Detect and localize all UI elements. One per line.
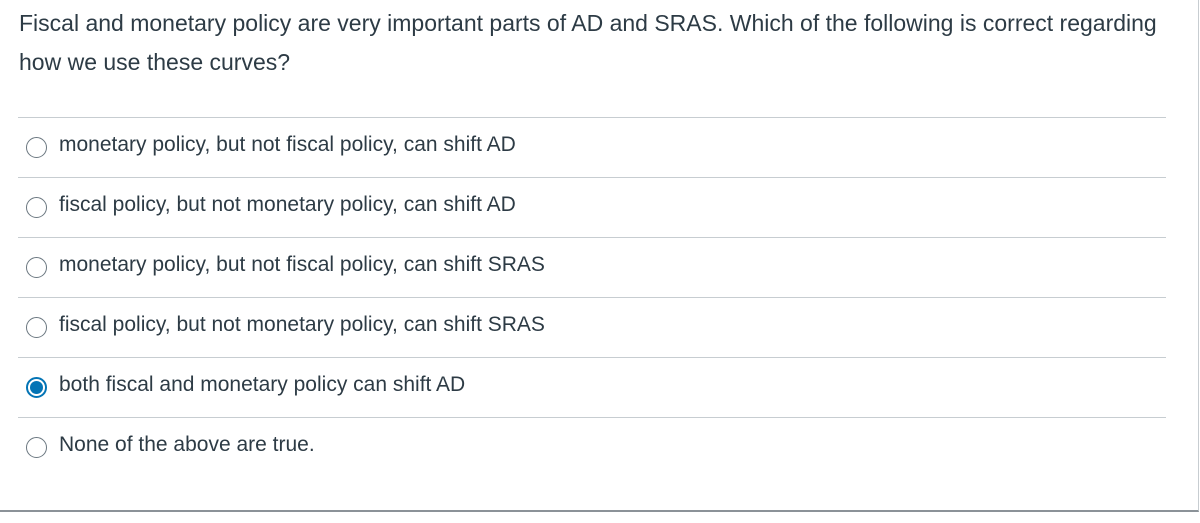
radio-unchecked-icon[interactable]	[26, 257, 47, 278]
answer-label: monetary policy, but not fiscal policy, can shift AD	[59, 132, 516, 156]
answer-option-1[interactable]	[18, 117, 1166, 177]
answer-label: None of the above are true.	[59, 432, 315, 456]
radio-unchecked-icon[interactable]	[26, 137, 47, 158]
answer-option-4[interactable]	[18, 297, 1166, 357]
radio-unchecked-icon[interactable]	[26, 197, 47, 218]
question-text: Fiscal and monetary policy are very important parts of AD and SRAS. Which of the following is correct regarding how we use these curves?	[19, 10, 1157, 75]
answer-label: monetary policy, but not fiscal policy, can shift SRAS	[59, 252, 545, 276]
answer-list	[18, 117, 1166, 477]
answer-label: fiscal policy, but not monetary policy, can shift SRAS	[59, 312, 545, 336]
answer-option-6[interactable]	[18, 417, 1166, 477]
answer-option-5[interactable]	[18, 357, 1166, 417]
answer-option-3[interactable]	[18, 237, 1166, 297]
answer-label: fiscal policy, but not monetary policy, can shift AD	[59, 192, 516, 216]
radio-unchecked-icon[interactable]	[26, 437, 47, 458]
answer-label: both fiscal and monetary policy can shift AD	[59, 372, 466, 396]
radio-unchecked-icon[interactable]	[26, 317, 47, 338]
radio-checked-icon[interactable]	[26, 377, 47, 398]
answer-option-2[interactable]	[18, 177, 1166, 237]
